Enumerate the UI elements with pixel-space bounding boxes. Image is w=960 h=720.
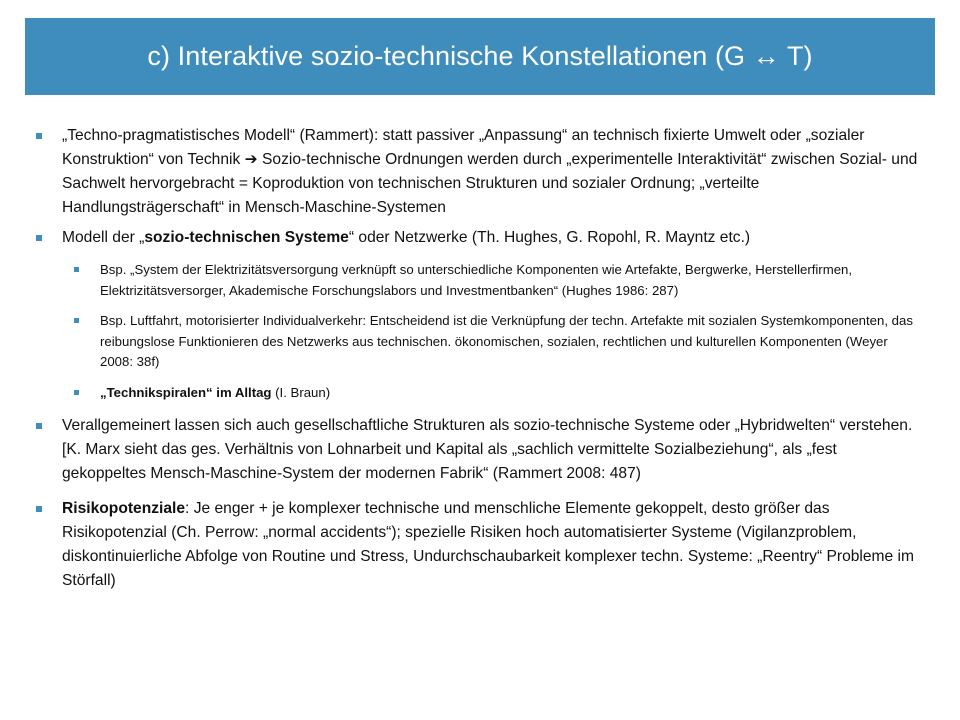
square-bullet-icon — [36, 506, 42, 512]
bullet-hybridwelten: Verallgemeinert lassen sich auch gesellschaftliche Strukturen als sozio-technische Systeme oder „Hybridwelten“ verstehen. [K. Marx sieht das ges. Verhältnis von Lohnarbeit und Kapital als „sachlich vermittelte Sozialbeziehung“, als „fest gekoppeltes Mensch-Maschine-System der modernen Fabrik“ (Rammert 2008: 487) — [30, 414, 922, 486]
square-bullet-icon — [36, 235, 42, 241]
title-bar — [25, 18, 935, 95]
square-bullet-icon — [36, 423, 42, 429]
square-bullet-icon — [74, 390, 79, 395]
right-arrow-icon: ➔ — [244, 151, 258, 168]
sub-bullet-luftfahrt: Bsp. Luftfahrt, motorisierter Individualverkehr: Entscheidend ist die Verknüpfung der techn. Artefakte mit sozialen Systemkomponenten, das reibungslose Funktionieren des Netzwerks aus technischen. ökonomischen, sozialen, rechtlichen und kulturellen Komponenten (Weyer 2008: 38f) — [30, 311, 922, 373]
slide-title: c) Interaktive sozio-technische Konstellationen (G ↔ T) — [147, 41, 813, 71]
bullet-sozio-technische-systeme: Modell der „sozio-technischen Systeme“ oder Netzwerke (Th. Hughes, G. Ropohl, R. Mayntz etc.) — [30, 226, 922, 250]
square-bullet-icon — [36, 133, 42, 139]
sub-bullet-technikspiralen: „Technikspiralen“ im Alltag (I. Braun) — [30, 383, 922, 404]
sub-bullet-elektrizitaet: Bsp. „System der Elektrizitätsversorgung verknüpft so unterschiedliche Komponenten wie Artefakte, Bergwerke, Herstellerfirmen, Elektrizitätsversorger, Akademische Forschungslabors und Investmentbanken“ (Hughes 1986: 287) — [30, 260, 922, 301]
square-bullet-icon — [74, 318, 79, 323]
bullet-risikopotenziale: Risikopotenziale: Je enger + je komplexer technische und menschliche Elemente gekoppelt, desto größer das Risikopotenzial (Ch. Perrow: „normal accidents“); spezielle Risiken hoch automatisierter Systeme (Vigilanzproblem, diskontinuierliche Abfolge von Routine und Stress, Undurchschaubarkeit komplexer techn. Systeme: „Reentry“ Probleme im Störfall) — [30, 497, 922, 593]
square-bullet-icon — [74, 267, 79, 272]
bullet-techno-pragmatistisch: „Techno-pragmatistisches Modell“ (Rammert): statt passiver „Anpassung“ an technisch fixierte Umwelt oder „sozialer Konstruktion“ von Technik ➔ Sozio-technische Ordnungen werden durch „experimentelle Interaktivität“ zwischen Sozial- und Sachwelt hervorgebracht = Koproduktion von technischen Strukturen und sozialer Ordnung; „verteilte Handlungsträgerschaft“ in Mensch-Maschine-Systemen — [30, 124, 922, 220]
slide-content — [30, 124, 922, 593]
